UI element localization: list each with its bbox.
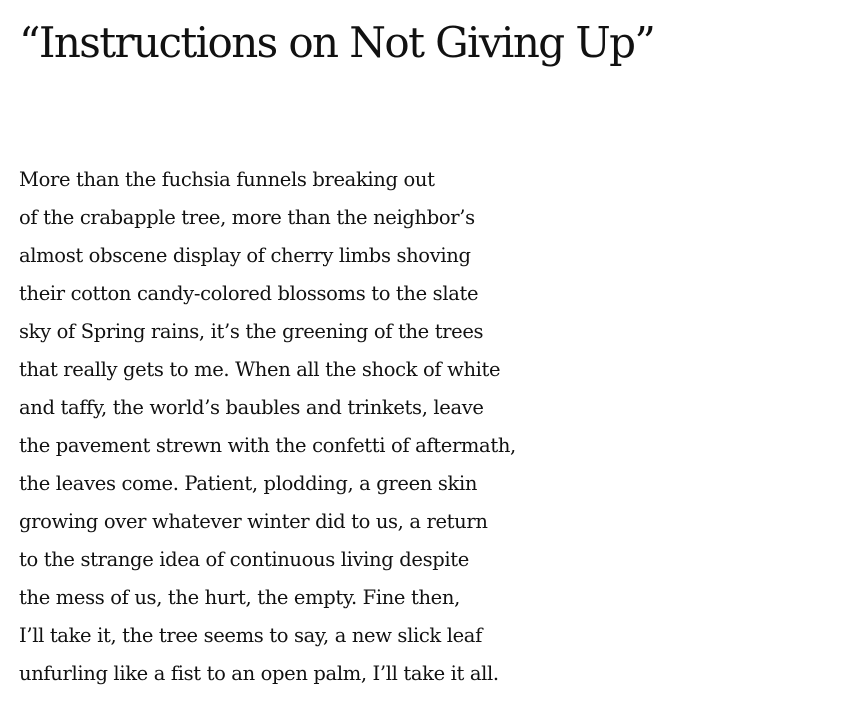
poem-body xyxy=(19,161,516,693)
poem-line: More than the fuchsia funnels breaking out xyxy=(19,168,435,191)
poem-page xyxy=(19,0,849,685)
poem-line: the mess of us, the hurt, the empty. Fine then, xyxy=(19,586,460,609)
poem-line: growing over whatever winter did to us, a return xyxy=(19,510,488,533)
poem-line: the pavement strewn with the confetti of aftermath, xyxy=(19,434,516,457)
poem-line: and taffy, the world’s baubles and trinkets, leave xyxy=(19,396,484,419)
poem-line: that really gets to me. When all the shock of white xyxy=(19,358,501,381)
poem-line: their cotton candy-colored blossoms to the slate xyxy=(19,282,479,305)
poem-line: to the strange idea of continuous living despite xyxy=(19,548,469,571)
poem-line: I’ll take it, the tree seems to say, a new slick leaf xyxy=(19,624,482,647)
poem-title: “Instructions on Not Giving Up” xyxy=(19,18,655,67)
poem-line: of the crabapple tree, more than the neighbor’s xyxy=(19,206,475,229)
poem-line: almost obscene display of cherry limbs shoving xyxy=(19,244,471,267)
poem-line: the leaves come. Patient, plodding, a green skin xyxy=(19,472,478,495)
poem-line: unfurling like a fist to an open palm, I’ll take it all. xyxy=(19,662,499,685)
poem-line: sky of Spring rains, it’s the greening of the trees xyxy=(19,320,484,343)
